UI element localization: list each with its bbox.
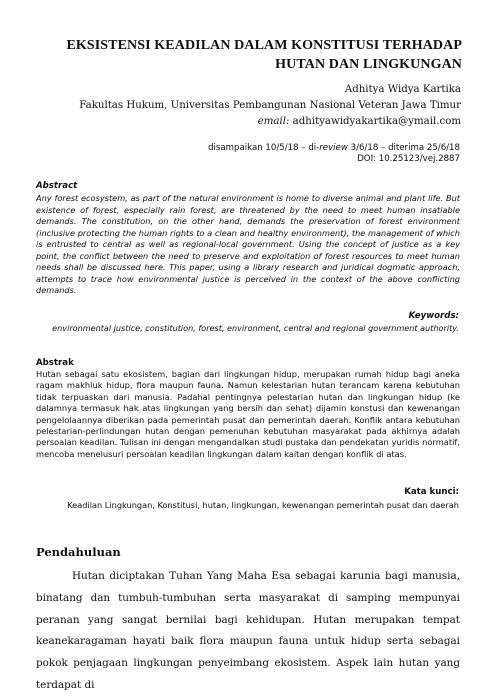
accepted-label: diterima <box>388 143 425 153</box>
accepted-date: 25/6/18 <box>426 143 460 153</box>
kata-kunci-text: Keadilan Lingkungan, Konstitusi, hutan, lingkungan, kewenangan pemerintah pusat dan daerah <box>67 500 459 510</box>
review-label: review <box>319 143 348 153</box>
section-heading: Pendahuluan <box>36 545 121 559</box>
submission-dates: disampaikan 10/5/18 – di-review 3/6/18 – diterima 25/6/18 DOI: 10.25123/vej.2887 <box>208 143 460 164</box>
doi: DOI: 10.25123/vej.2887 <box>357 154 460 164</box>
abstract-heading: Abstract <box>36 181 78 191</box>
section-body: Hutan diciptakan Tuhan Yang Maha Esa sebagai karunia bagi manusia, binatang dan tumbuh-tumbuhan serta masyarakat di samping mempunyai peranan yang sangat bernilai bagi kehidupan. Hutan merupakan tempat keanekaragaman hayati baik flora maupun fauna untuk hidup serta sebagai pokok penjagaan lingkungan penyeimbang ekosistem. Aspek lain hutan yang terdapat di <box>36 570 460 691</box>
abstrak-heading: Abstrak <box>36 358 74 368</box>
author-email <box>258 114 461 129</box>
kata-kunci-heading: Kata kunci: <box>404 487 459 497</box>
email-label: email: <box>257 116 290 127</box>
review-date: 3/6/18 <box>350 143 379 153</box>
keywords-heading: Keywords: <box>408 311 459 321</box>
abstrak-text: Hutan sebagai satu ekosistem, bagian dari lingkungan hidup, merupakan rumah hidup bagi aneka ragam makhluk hidup, flora maupun fauna. Namun kelestarian hutan terancam karena kebutuhan tidak terpuaskan dari manusia. Padahal pentingnya pelestarian hutan dan lingkungan hidup (ke dalamnya termasuk hak atas lingkungan yang bersih dan sehat) dijamin konstusi dan kewenangan pengelolaannya diberikan pada pemerintah pusat dan pemerintah daerah. Konflik antara kebutuhan pelestarian-perlindungan hutan dengan pemenuhan kebutuhan masyarakat pada akhirnya adalah persoalan keadilan. Tulisan ini dengan mengandalkan studi pustaka dan pendekatan yuridis normatif, mencoba menelusuri persoalan keadilan lingkungan dalam kaitan dengan konflik di atas. <box>36 369 460 459</box>
submitted-date: 10/5/18 <box>265 143 299 153</box>
email-address: adhityawidyakartika@ymail.com <box>292 116 461 127</box>
author-affiliation: Fakultas Hukum, Universitas Pembangunan Nasional Veteran Jawa Timur <box>79 100 461 111</box>
review-prefix: di- <box>308 143 320 153</box>
author-name: Adhitya Widya Kartika <box>344 84 461 95</box>
submitted-label: disampaikan <box>208 143 263 153</box>
abstract-text: Any forest ecosystem, as part of the natural environment is home to diverse animal and plant life. But existence of forest, especially rain forest, are threatened by the need to meet human insatiable demands. The constitution, on the other hand, demands the preservation of forest environment (inclusive protecting the human rights to a clean and healthy environment), the management of which is entrusted to central as well as regional-local government. Using the concept of justice as a key point, the conflict between the need to preserve and exploitation of forest resources to meet human needs shall be discussed here. This paper, using a library research and juridical dogmatic approach, attempts to trace how environmental justice is perceived in the context of the above conflicting demands. <box>36 193 460 295</box>
paper-title: EKSISTENSI KEADILAN DALAM KONSTITUSI TERHADAP HUTAN DAN LINGKUNGAN <box>66 38 462 72</box>
keywords-text: environmental justice, constitution, forest, environment, central and regional government authority. <box>52 323 459 333</box>
